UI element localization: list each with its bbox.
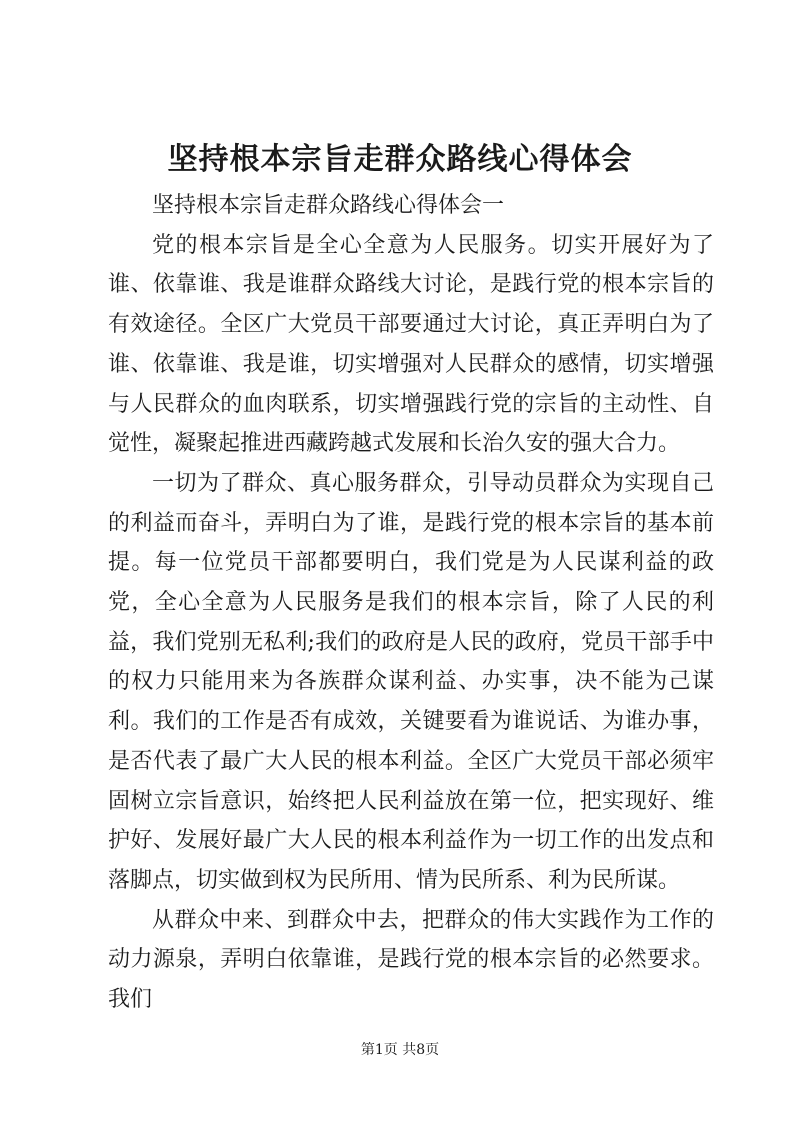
- page-number: 第1页 共8页: [360, 1042, 440, 1058]
- document-title: 坚持根本宗旨走群众路线心得体会: [167, 142, 633, 177]
- subtitle: 坚持根本宗旨走群众路线心得体会一: [152, 193, 505, 218]
- paragraph: 党的根本宗旨是全心全意为人民服务。切实开展好为了谁、依靠谁、我是谁群众路线大讨论，是践行党的根本宗旨的有效途径。全区广大党员干部要通过大讨论，真正弄明白为了谁、依靠谁、我是谁，切实增强对人民群众的感情，切实增强与人民群众的血肉联系，切实增强践行党的宗旨的主动性、自觉性，凝聚起推进西藏跨越式发展和长治久安的强大合力。: [108, 232, 714, 457]
- paragraph: 一切为了群众、真心服务群众，引导动员群众为实现自己的利益而奋斗，弄明白为了谁，是践行党的根本宗旨的基本前提。每一位党员干部都要明白，我们党是为人民谋利益的政党，全心全意为人民服务是我们的根本宗旨，除了人民的利益，我们党别无私利;我们的政府是人民的政府，党员干部手中的权力只能用来为各族群众谋利益、办实事，决不能为己谋利。我们的工作是否有成效，关键要看为谁说话、为谁办事，是否代表了最广大人民的根本利益。全区广大党员干部必须牢固树立宗旨意识，始终把人民利益放在第一位，把实现好、维护好、发展好最广大人民的根本利益作为一切工作的出发点和落脚点，切实做到权为民所用、情为民所系、利为民所谋。: [108, 470, 714, 893]
- document-body: [108, 186, 714, 1020]
- paragraph: 从群众中来、到群众中去，把群众的伟大实践作为工作的动力源泉，弄明白依靠谁，是践行党的根本宗旨的必然要求。我们: [108, 907, 714, 1013]
